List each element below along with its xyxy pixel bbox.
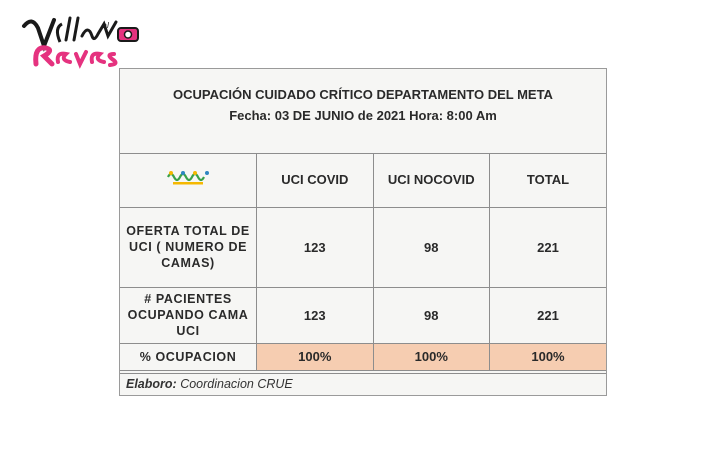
occupancy-table [120, 153, 606, 371]
table-cell: 123 [257, 287, 373, 343]
table-cell: 221 [489, 207, 606, 287]
row-label-oferta: OFERTA TOTAL DE UCI ( NUMERO DE CAMAS) [120, 207, 257, 287]
occupancy-percent-cell: 100% [489, 343, 606, 370]
table-row [120, 287, 606, 343]
footer-value: Coordinacion CRUE [180, 377, 293, 391]
table-cell: 98 [373, 287, 489, 343]
report-footer [120, 373, 606, 396]
report-header [120, 69, 606, 154]
column-header-total: TOTAL [489, 153, 606, 207]
footer-credit [126, 377, 293, 391]
brand-logo-icon [18, 12, 168, 74]
villavo-al-reves-logo [18, 12, 168, 74]
column-header-uci-nocovid: UCI NOCOVID [373, 153, 489, 207]
occupancy-percent-cell: 100% [257, 343, 373, 370]
header-logo-cell [120, 153, 257, 207]
report-date-time: Fecha: 03 DE JUNIO de 2021 Hora: 8:00 Am [229, 108, 497, 123]
table-cell: 98 [373, 207, 489, 287]
table-cell: 221 [489, 287, 606, 343]
row-label-pacientes: # PACIENTES OCUPANDO CAMA UCI [120, 287, 257, 343]
meta-department-logo-icon [165, 168, 211, 188]
table-row [120, 343, 606, 370]
table-cell: 123 [257, 207, 373, 287]
table-header-row [120, 153, 606, 207]
svg-text:al: al [102, 21, 110, 30]
row-label-ocupacion: % OCUPACION [120, 343, 257, 370]
report-title: OCUPACIÓN CUIDADO CRÍTICO DEPARTAMENTO DEL META [173, 87, 553, 102]
occupancy-report [119, 68, 607, 396]
table-row [120, 207, 606, 287]
footer-label: Elaboro: [126, 377, 177, 391]
occupancy-percent-cell: 100% [373, 343, 489, 370]
column-header-uci-covid: UCI COVID [257, 153, 373, 207]
